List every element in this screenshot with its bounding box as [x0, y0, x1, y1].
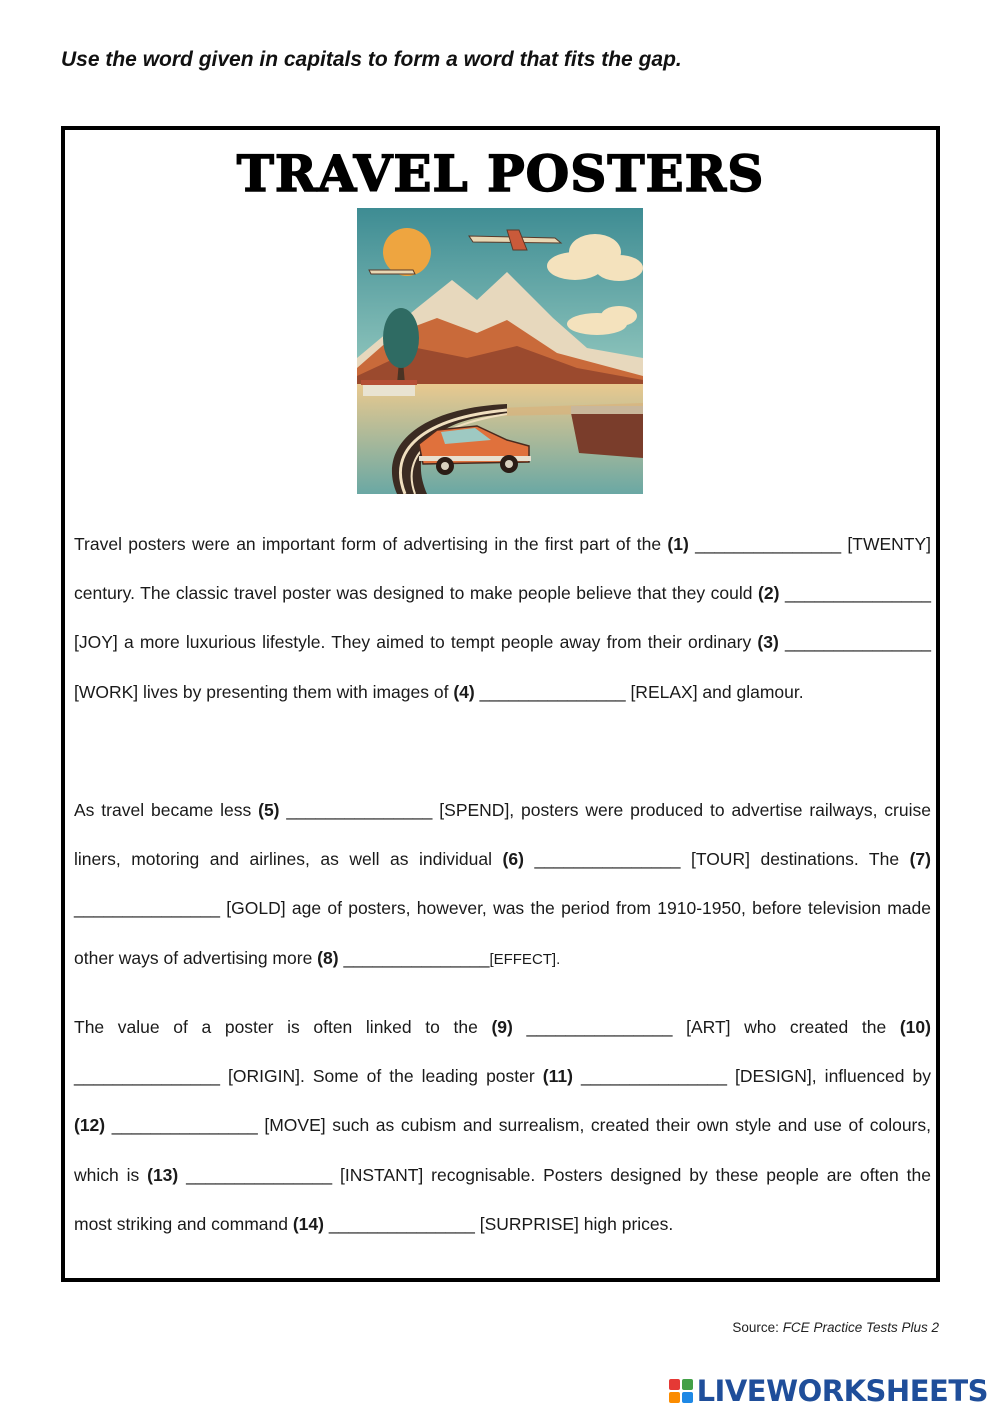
exercise-frame: [61, 126, 940, 1282]
page-title: TRAVEL POSTERS: [236, 144, 765, 203]
gap-number-5: (5): [258, 800, 280, 820]
answer-blank-1[interactable]: _______________: [695, 534, 842, 554]
text-segment: [ART] who created the: [672, 1017, 900, 1037]
paragraph-3: [74, 1003, 931, 1249]
text-segment: [INSTANT] recognisable. Posters designed by these people are often the most striking and command: [74, 1164, 931, 1234]
gap-number-14: (14): [292, 1213, 324, 1234]
answer-blank-6[interactable]: _______________: [534, 849, 681, 870]
brand-square: [669, 1379, 680, 1390]
brand-square: [682, 1379, 693, 1390]
text-segment: [JOY] a more luxurious lifestyle. They aimed to tempt people away from their ordinary: [74, 632, 758, 653]
source-book-title: FCE Practice Tests Plus 2: [782, 1320, 939, 1335]
answer-blank-3[interactable]: _______________: [785, 632, 931, 653]
answer-blank-2[interactable]: _______________: [785, 583, 931, 604]
text-segment: The value of a poster is often linked to the: [74, 1017, 492, 1037]
gap-number-13: (13): [147, 1164, 179, 1185]
answer-blank-11[interactable]: _______________: [580, 1066, 727, 1087]
text-segment: As travel became less: [74, 800, 259, 820]
brand-mark-icon: [669, 1379, 693, 1403]
gap-number-4: (4): [453, 681, 475, 702]
answer-blank-8[interactable]: _______________: [343, 947, 490, 968]
text-segment: [EFFECT].: [489, 950, 561, 968]
text-segment: [ORIGIN]. Some of the leading poster: [220, 1066, 543, 1087]
gap-number-10: (10): [899, 1017, 931, 1037]
paragraph-1: [74, 520, 931, 717]
answer-blank-10[interactable]: _______________: [74, 1066, 220, 1087]
gap-number-2: (2): [758, 583, 780, 604]
answer-blank-12[interactable]: _______________: [111, 1115, 258, 1136]
gap-number-6: (6): [502, 849, 524, 870]
brand-logo[interactable]: [669, 1374, 988, 1408]
text-segment: [RELAX] and glamour.: [625, 681, 804, 702]
text-segment: [GOLD] age of posters, however, was the period from 1910-1950, before television made other ways of advertising more: [74, 898, 931, 968]
answer-blank-4[interactable]: _______________: [479, 681, 626, 702]
text-segment: [TWENTY] century. The classic travel poster was designed to make people believe that they could: [74, 534, 931, 604]
text-segment: [SURPRISE] high prices.: [474, 1213, 674, 1234]
gap-number-3: (3): [757, 632, 779, 653]
brand-square: [682, 1392, 693, 1403]
answer-blank-5[interactable]: _______________: [286, 800, 433, 820]
gap-number-9: (9): [491, 1017, 513, 1037]
text-segment: [MOVE] such as cubism and surrealism, created their own style and use of colours, which is: [74, 1115, 931, 1185]
brand-square: [669, 1392, 680, 1403]
answer-blank-13[interactable]: _______________: [186, 1164, 333, 1185]
brand-name: LIVEWORKSHEETS: [696, 1374, 988, 1408]
gap-number-11: (11): [542, 1066, 573, 1087]
text-segment: [TOUR] destinations. The: [680, 849, 910, 870]
text-segment: Travel posters were an important form of advertising in the first part of the: [74, 534, 668, 554]
source-credit: [732, 1320, 939, 1335]
gap-number-12: (12): [74, 1115, 106, 1136]
travel-poster-image: [357, 208, 643, 494]
text-segment: [DESIGN], influenced by: [726, 1066, 931, 1087]
text-segment: [SPEND], posters were produced to advertise railways, cruise liners, motoring and airlines, as well as individual: [74, 800, 931, 870]
gap-number-7: (7): [909, 849, 931, 870]
answer-blank-7[interactable]: _______________: [74, 898, 220, 919]
instruction-text: Use the word given in capitals to form a word that fits the gap.: [61, 48, 682, 71]
source-prefix: Source:: [732, 1320, 783, 1335]
gap-number-1: (1): [667, 534, 689, 554]
text-segment: [WORK] lives by presenting them with images of: [74, 681, 454, 702]
answer-blank-14[interactable]: _______________: [328, 1213, 475, 1234]
paragraph-2: [74, 786, 931, 984]
gap-number-8: (8): [317, 947, 339, 968]
answer-blank-9[interactable]: _______________: [526, 1017, 673, 1037]
